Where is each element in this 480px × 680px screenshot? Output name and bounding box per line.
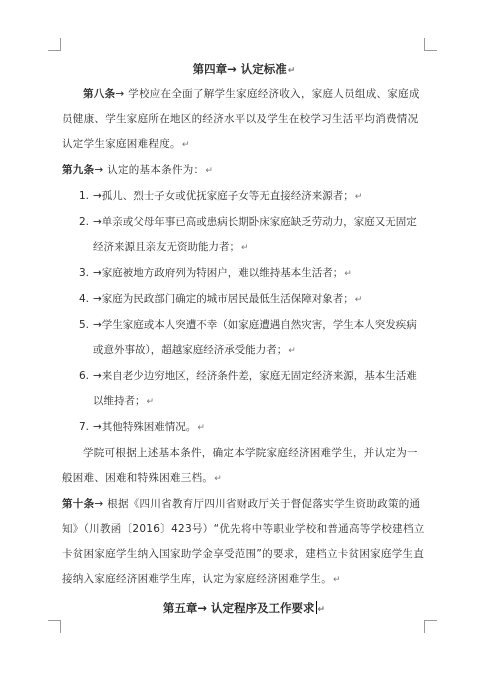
chapter-heading: 第五章→ 认定程序及工作要求 ↵ [162,601,326,615]
document-body[interactable] [62,58,426,621]
article-label: 第十条 [62,498,95,510]
list-item: 4. →家庭为民政部门确定的城市居民最低生活保障对象者；↵ [78,293,363,305]
chapter-heading: 第四章→ 认定标准↵ [192,62,296,76]
text-cursor [316,601,317,614]
article-10: 第十条→ 根据《四川省教育厅四川省财政厅关于督促落实学生资助政策的通知》（川教函〔2016〕423号）“优先将中等职业学校和普通高等学校建档立卡贫困家庭学生纳入国家助学金享受范围”的要求，建档立卡贫困家庭学生直接纳入家庭经济困难学生库，认定为家庭经济困难学生。↵ [62,498,425,585]
list-item: 6. →来自老少边穷地区，经济条件差，家庭无固定经济来源，基本生活难以维持者；↵ [78,370,417,407]
crop-mark-bottom-left [48,620,61,633]
article-9: 第九条→ 认定的基本条件为：↵ [62,164,214,176]
crop-mark-bottom-right [424,620,437,633]
list-item: 7. →其他特殊困难情况。↵ [78,421,205,433]
crop-mark-top-left [48,38,61,51]
article-label: 第八条 [83,88,116,100]
list-item: 2. →单亲或父母年事已高或患病长期卧床家庭缺乏劳动力，家庭又无固定经济来源且亲友无资助能力者；↵ [78,216,417,253]
article-8: 第八条→ 学校应在全面了解学生家庭经济收入，家庭人员组成、家庭成员健康、学生家庭所在地区的经济水平以及学生在校学习生活平均消费情况认定学生家庭困难程度。↵ [62,88,420,150]
article-label: 第九条 [62,164,95,176]
list-item: 3. →家庭被地方政府列为特困户，难以维持基本生活者；↵ [78,267,352,279]
list-item: 1. →孤儿、烈士子女或优抚家庭子女等无直接经济来源者；↵ [78,190,363,202]
summary-paragraph: 学院可根据上述基本条件，确定本学院家庭经济困难学生，并认定为一般困难、困难和特殊困难三档。↵ [62,447,418,484]
crop-mark-top-right [424,38,437,51]
list-item: 5. →学生家庭或本人突遭不幸（如家庭遭遇自然灾害，学生本人突发疾病或意外事故），超越家庭经济承受能力者；↵ [78,319,417,356]
